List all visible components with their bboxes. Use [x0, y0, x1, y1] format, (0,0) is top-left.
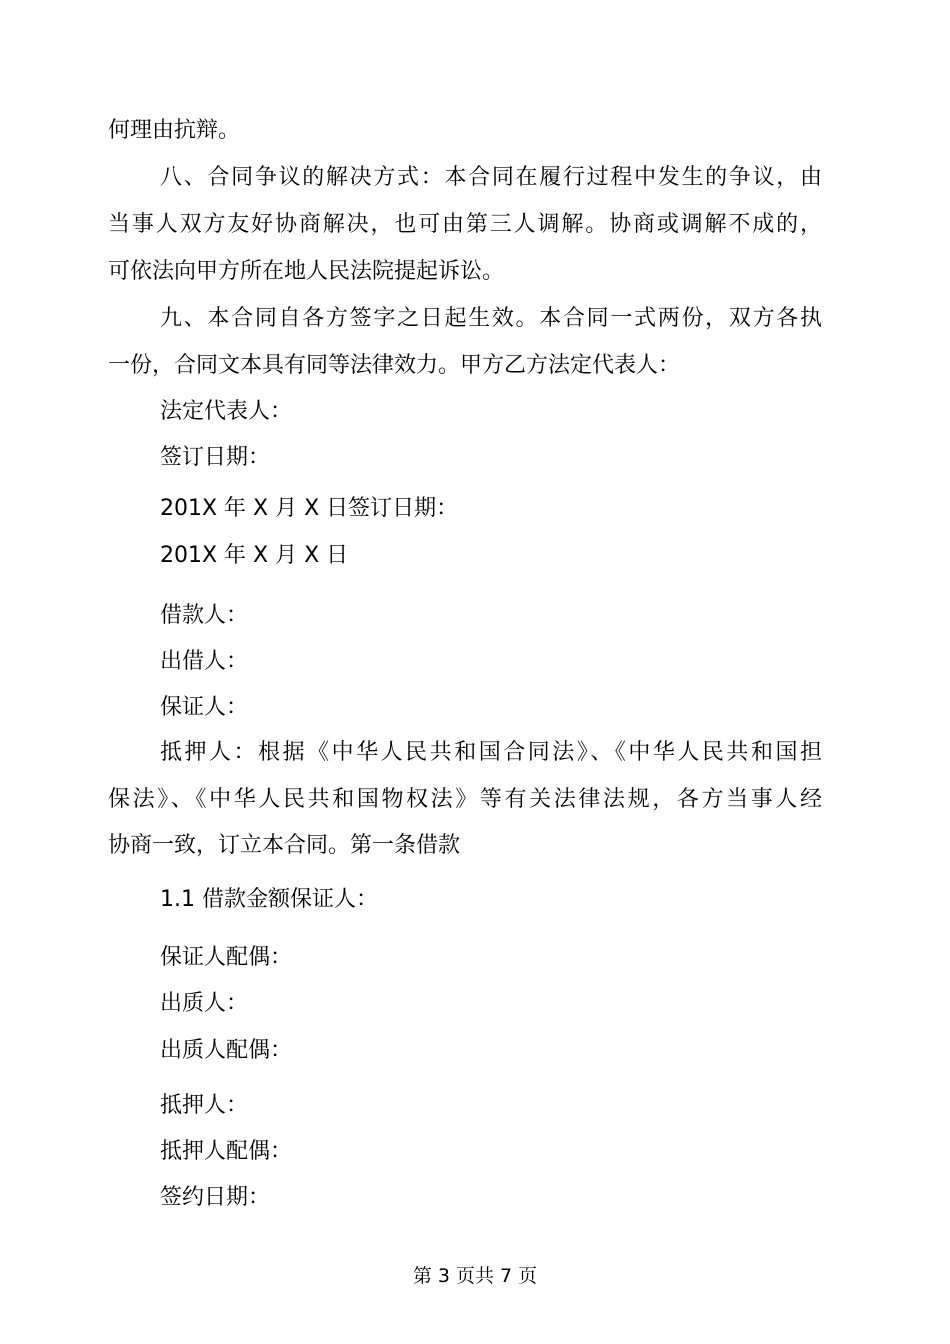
contract-date-label: 签约日期： — [160, 1185, 271, 1210]
clause-8-line-3: 可依法向甲方所在地人民法院提起诉讼。 — [108, 259, 505, 284]
lender-label: 出借人： — [160, 649, 249, 674]
paragraph-line: 何理由抗辩。 — [108, 118, 241, 143]
preamble-line-1: 抵押人：根据《中华人民共和国合同法》、《中华人民共和国担 — [160, 740, 822, 765]
legal-representative-label: 法定代表人： — [160, 399, 293, 424]
mortgagor-spouse-label: 抵押人配偶： — [160, 1139, 293, 1164]
clause-9-line-2: 一份，合同文本具有同等法律效力。甲方乙方法定代表人： — [108, 353, 681, 378]
clause-9-line-1: 九、本合同自各方签字之日起生效。本合同一式两份，双方各执 — [160, 306, 822, 331]
page-number-footer: 第 3 页共 7 页 — [412, 1265, 538, 1287]
mortgagor-label: 抵押人： — [160, 1093, 249, 1118]
preamble-line-2: 保法》、《中华人民共和国物权法》等有关法律法规，各方当事人经 — [108, 787, 822, 812]
signing-date-line-2: 201X 年 X 月 X 日 — [160, 543, 349, 568]
signing-date-label: 签订日期： — [160, 445, 271, 470]
pledgor-spouse-label: 出质人配偶： — [160, 1038, 293, 1063]
borrower-label: 借款人： — [160, 603, 249, 628]
clause-8-line-2: 当事人双方友好协商解决，也可由第三人调解。协商或调解不成的， — [108, 212, 822, 237]
signing-date-line-1: 201X 年 X 月 X 日签订日期： — [160, 496, 459, 521]
guarantor-label: 保证人： — [160, 695, 249, 720]
guarantor-spouse-label: 保证人配偶： — [160, 945, 293, 970]
clause-8-line-1: 八、合同争议的解决方式：本合同在履行过程中发生的争议，由 — [160, 165, 822, 190]
loan-amount-line: 1.1 借款金额保证人： — [160, 887, 378, 912]
preamble-line-3: 协商一致，订立本合同。第一条借款 — [108, 833, 461, 858]
pledgor-label: 出质人： — [160, 991, 249, 1016]
